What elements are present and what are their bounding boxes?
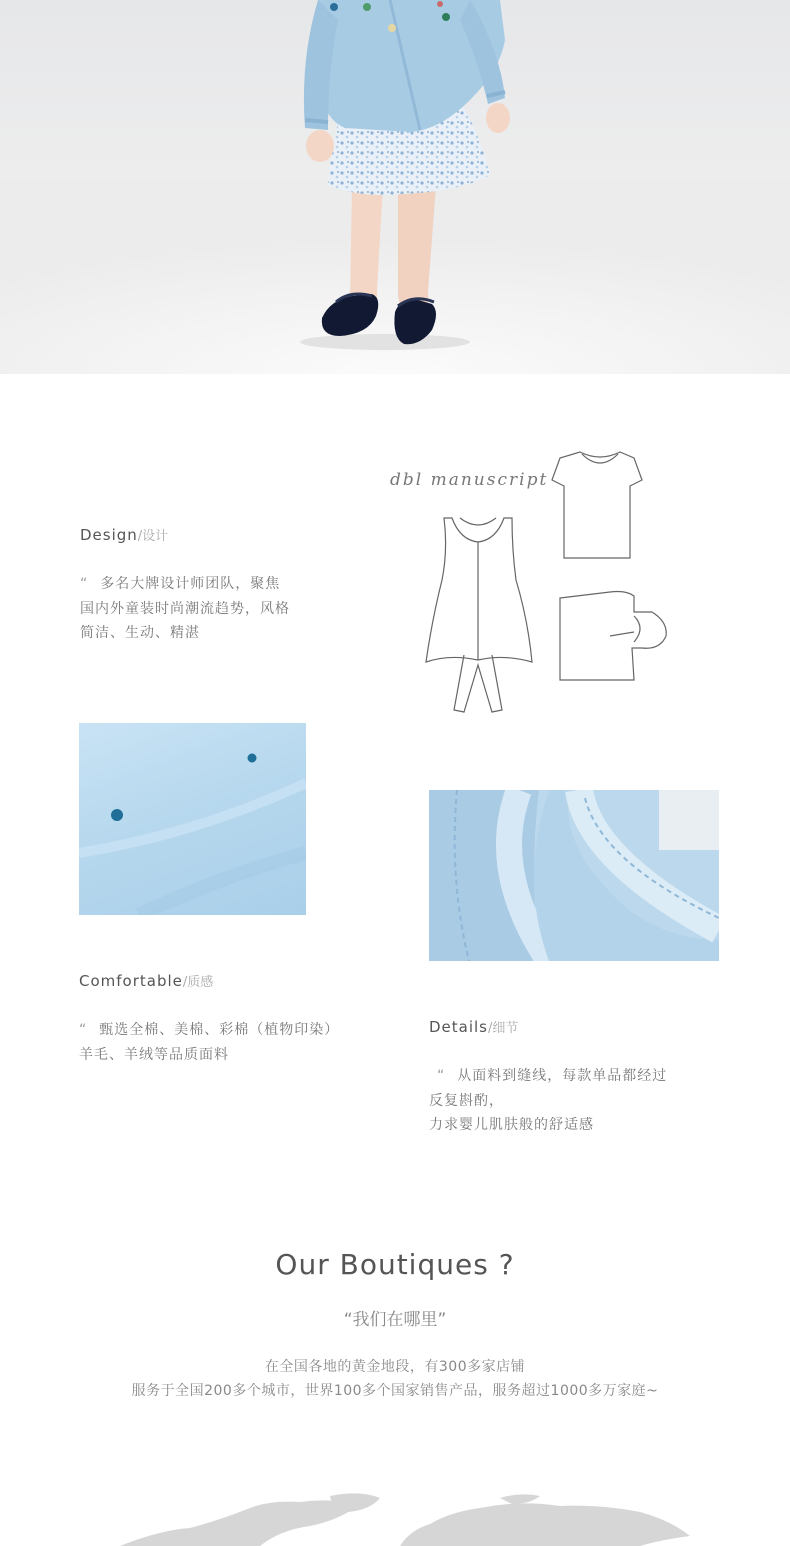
boutiques-description — [0, 1355, 790, 1403]
comfortable-title-cn: /质感 — [182, 975, 214, 990]
comfortable-line-2: 羊毛、羊绒等品质面料 — [79, 1046, 229, 1063]
boutiques-line-1: 在全国各地的黄金地段，有300多家店铺 — [264, 1359, 526, 1375]
fabric-texture-photo — [79, 723, 306, 915]
world-map-graphic — [100, 1490, 700, 1546]
comfortable-title — [79, 971, 213, 990]
comfortable-line-1: 甄选全棉、美棉、彩棉（植物印染） — [99, 1022, 340, 1038]
comfortable-title-en: Comfortable — [79, 972, 183, 990]
comfortable-description — [79, 1018, 399, 1067]
design-line-3: 简洁、生动、精湛 — [80, 625, 200, 641]
stitching-detail-photo — [429, 790, 719, 961]
design-line-2: 国内外童装时尚潮流趋势，风格 — [80, 600, 290, 617]
details-title-en: Details — [429, 1018, 489, 1036]
details-title-cn: /细节 — [488, 1021, 519, 1036]
design-title — [80, 525, 168, 544]
design-quote-mark: “ — [80, 576, 89, 592]
polka-dot-fabric — [79, 723, 306, 915]
hero-photo — [0, 0, 790, 374]
design-description — [80, 572, 330, 646]
details-description — [429, 1064, 729, 1138]
boutiques-line-2: 服务于全国200多个城市，世界100多个国家销售产品，服务超过1000多万家庭~ — [131, 1383, 659, 1399]
design-line-1: 多名大牌设计师团队，聚焦 — [100, 576, 281, 592]
sketch-caption: dbl manuscript — [390, 470, 549, 490]
boutiques-title: Our Boutiques ? — [275, 1248, 515, 1281]
details-line-1: 从面料到缝线，每款单品都经过 — [457, 1068, 668, 1084]
details-quote-mark: “ — [437, 1068, 446, 1084]
child-outfit-illustration — [0, 0, 790, 374]
design-title-en: Design — [80, 526, 138, 544]
knit-collar-closeup — [429, 790, 719, 961]
design-title-cn: /设计 — [137, 529, 169, 544]
comfortable-quote-mark: “ — [79, 1022, 88, 1038]
details-line-2: 反复斟酌， — [429, 1092, 504, 1109]
details-title — [429, 1017, 518, 1036]
details-line-3: 力求婴儿肌肤般的舒适感 — [429, 1117, 594, 1133]
boutiques-subtitle: “我们在哪里” — [343, 1310, 447, 1330]
clothing-sketches — [420, 440, 680, 720]
